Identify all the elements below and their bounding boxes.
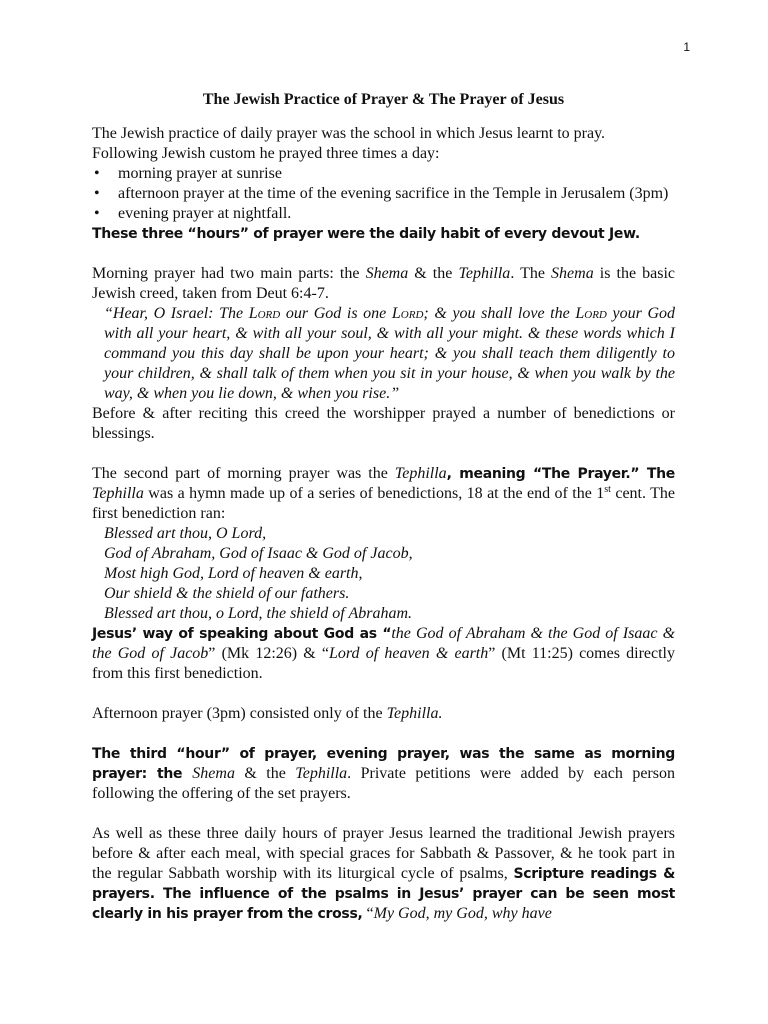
list-item: • afternoon prayer at the time of the evening sacrifice in the Temple in Jerusalem (3pm) [92, 184, 675, 204]
hours-sentence: These three “hours” of prayer were the daily habit of every devout Jew. [92, 226, 640, 242]
shema-quote: “Hear, O Israel: The Lord our God is one Lord; & you shall love the Lord your God with all your heart, & with all your soul, & with all your might. & these words which I command you this day shall be upon your heart; & you shall teach them diligently to your children, & shall talk of them when you sit in your house, & when you walk by the way, & when you lie down, & when you rise.” [104, 305, 676, 402]
morning-prayer-paragraph: Morning prayer had two main parts: the Shema & the Tephilla. The Shema is the basic Jewish creed, taken from Deut 6:4-7. [92, 265, 676, 302]
benediction-line: Our shield & the shield of our fathers. [104, 585, 350, 602]
list-item: • evening prayer at nightfall. [92, 204, 675, 224]
benediction-line: Most high God, Lord of heaven & earth, [104, 565, 363, 582]
second-part-paragraph: The second part of morning prayer was the Tephilla, meaning “The Prayer.” The Tephilla was a hymn made up of a series of benedictions, 18 at the end of the 1st cent. The first benediction ran: [92, 465, 675, 522]
prayer-times-list [92, 164, 675, 224]
first-benediction [104, 524, 675, 624]
afternoon-paragraph: Afternoon prayer (3pm) consisted only of the Tephilla. [92, 705, 443, 722]
benediction-line: Blessed art thou, O Lord, [104, 525, 267, 542]
page-number: 1 [683, 40, 690, 54]
intro-line-2: Following Jewish custom he prayed three times a day: [92, 145, 440, 162]
list-item: • morning prayer at sunrise [92, 164, 675, 184]
document-body [92, 90, 675, 924]
benediction-line: Blessed art thou, o Lord, the shield of Abraham. [104, 605, 412, 622]
before-after-paragraph: Before & after reciting this creed the worshipper prayed a number of benedictions or blessings. [92, 405, 675, 442]
jesus-way-paragraph: Jesus’ way of speaking about God as “the God of Abraham & the God of Isaac & the God of Jacob” (Mk 12:26) & “Lord of heaven & earth” (Mt 11:25) comes directly from this first benediction. [92, 625, 676, 682]
third-hour-paragraph: The third “hour” of prayer, evening prayer, was the same as morning prayer: the Shema & the Tephilla. Private petitions were added by each person following the offering of the set prayers. [92, 746, 675, 802]
closing-paragraph: As well as these three daily hours of prayer Jesus learned the traditional Jewish prayers before & after each meal, with special graces for Sabbath & Passover, & he took part in the regular Sabbath worship with its liturgical cycle of psalms, Scripture readings & prayers. The influence of the psalms in Jesus’ prayer can be seen most clearly in his prayer from the cross, “My God, my God, why have [92, 825, 675, 922]
document-title: The Jewish Practice of Prayer & The Prayer of Jesus [202, 91, 565, 108]
benediction-line: God of Abraham, God of Isaac & God of Jacob, [104, 545, 413, 562]
intro-line-1: The Jewish practice of daily prayer was the school in which Jesus learnt to pray. [92, 125, 606, 142]
